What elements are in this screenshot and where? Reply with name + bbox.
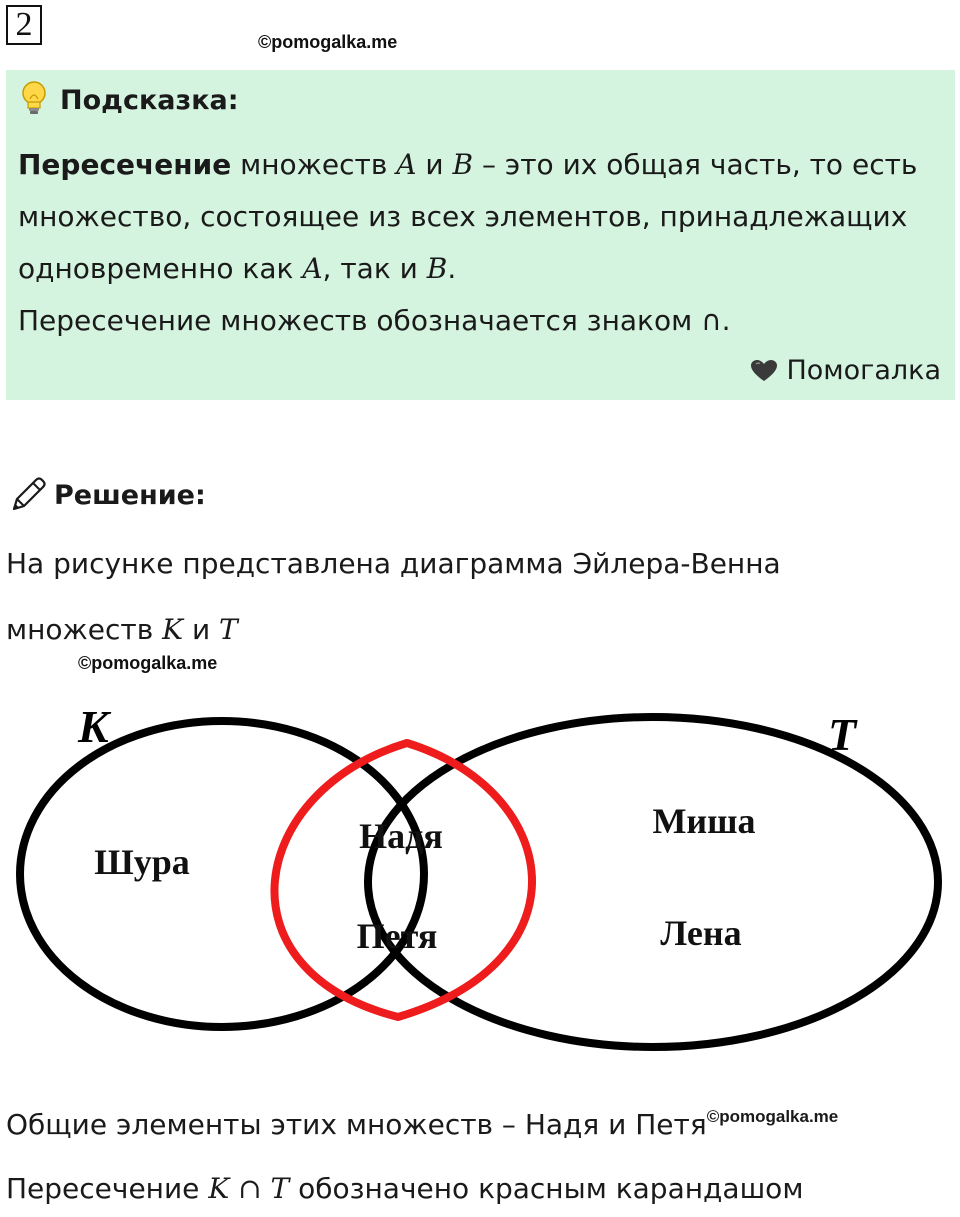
- watermark-top: ©pomogalka.me: [258, 32, 398, 52]
- hint-box: [6, 70, 955, 400]
- hint-line-1: [18, 148, 917, 181]
- hint-header: [18, 80, 239, 120]
- set-k-ellipse: [20, 721, 424, 1027]
- watermark-inline: ©pomogalka.me: [706, 1107, 839, 1126]
- pencil-icon: [8, 475, 48, 515]
- solution-text: Общие элементы этих множеств – Надя и Петя: [6, 1108, 707, 1141]
- math-var: B: [426, 252, 448, 285]
- solution-line-3: [6, 1108, 838, 1141]
- element-misha: Миша: [652, 801, 756, 841]
- math-expression: K ∩ T: [208, 1172, 290, 1205]
- hint-text: .: [447, 252, 457, 285]
- math-var: A: [302, 252, 323, 285]
- hint-line-2: множество, состоящее из всех элементов, принадлежащих: [18, 200, 908, 233]
- hint-text: , так и: [322, 252, 427, 285]
- hint-line-3: [18, 252, 456, 285]
- solution-text: обозначено красным карандашом: [289, 1172, 804, 1205]
- math-var: T: [219, 613, 238, 646]
- hint-text: одновременно как: [18, 252, 303, 285]
- intersection-outline: [274, 743, 532, 1017]
- solution-text: и: [183, 613, 220, 646]
- hint-title: Подсказка:: [60, 84, 239, 116]
- math-var: B: [452, 148, 474, 181]
- solution-title: Решение:: [54, 479, 206, 511]
- element-petya: Петя: [356, 916, 438, 956]
- heart-icon: [750, 359, 778, 383]
- solution-header: [8, 475, 206, 515]
- solution-line-1: На рисунке представлена диаграмма Эйлера-Венна: [6, 547, 781, 580]
- solution-text: Пересечение: [6, 1172, 209, 1205]
- solution-line-4: [6, 1172, 803, 1205]
- venn-diagram: [0, 680, 960, 1100]
- watermark-middle: ©pomogalka.me: [78, 653, 218, 673]
- lightbulb-icon: [18, 80, 50, 120]
- solution-line-2: [6, 613, 238, 646]
- task-number: 2: [6, 5, 42, 45]
- element-nadya: Надя: [359, 816, 443, 856]
- hint-text: множеств: [231, 148, 397, 181]
- hint-term: Пересечение: [18, 148, 232, 181]
- math-var: A: [396, 148, 417, 181]
- hint-line-4: Пересечение множеств обозначается знаком ∩.: [18, 304, 731, 337]
- math-var: K: [162, 613, 184, 646]
- signature: [750, 355, 941, 386]
- element-shura: Шура: [94, 842, 190, 882]
- set-k-label: K: [78, 701, 109, 752]
- signature-text: Помогалка: [786, 355, 941, 386]
- solution-text: множеств: [6, 613, 163, 646]
- hint-text: и: [416, 148, 453, 181]
- element-lena: Лена: [660, 913, 742, 953]
- set-t-label: T: [828, 709, 857, 760]
- hint-text: – это их общая часть, то есть: [473, 148, 918, 181]
